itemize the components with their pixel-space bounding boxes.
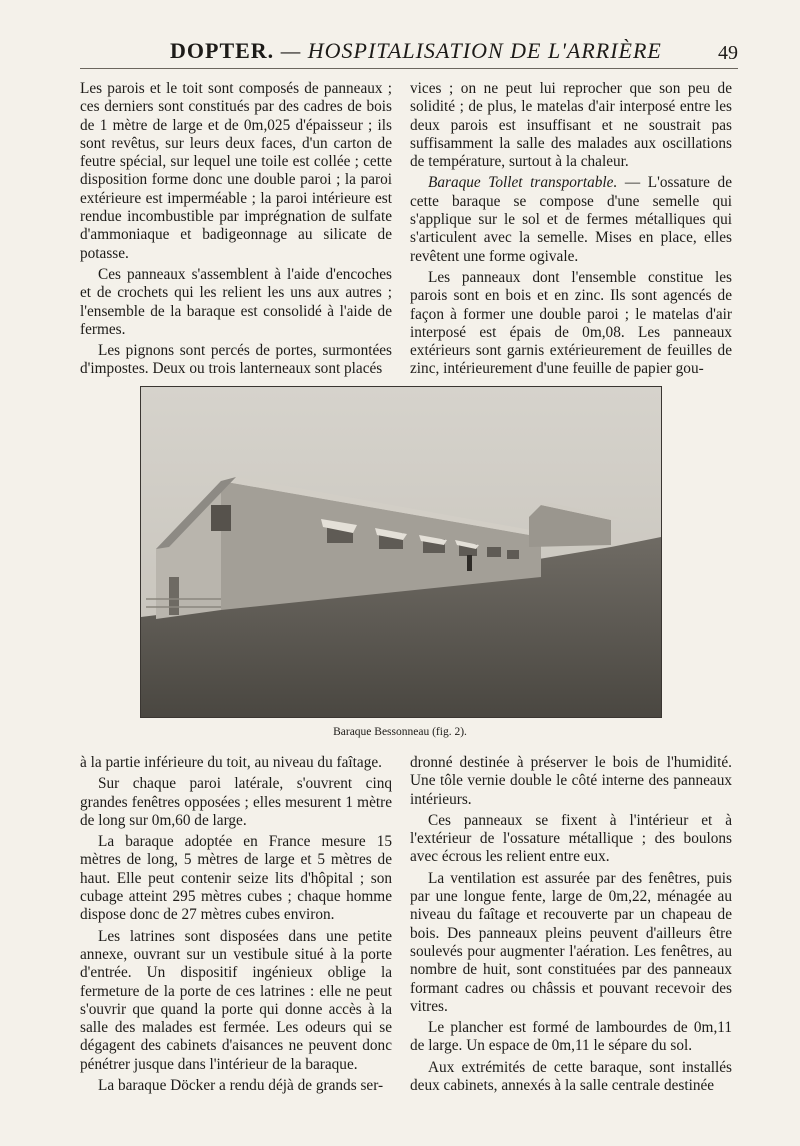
paragraph: Aux extrémités de cette baraque, sont installés deux cabinets, annexés à la salle centrale destinée bbox=[410, 1058, 732, 1095]
paragraph: dronné destinée à préserver le bois de l'humidité. Une tôle vernie double le côté interne des panneaux intérieurs. bbox=[410, 754, 732, 808]
paragraph: Les parois et le toit sont composés de panneaux ; ces derniers sont constitués par des cadres de bois de 1 mètre de large et de 0m,025 d'épaisseur ; ils sont revêtus, sur leurs deux faces, d'un carton de feutre spécial, sur lequel une toile est collée ; cette disposition forme donc une double paroi ; la paroi extérieure est imperméable ; la paroi intérieure est rendue incombustible par imprégnation de sulfate d'ammoniaque et badigeonnage au silicate de potasse. bbox=[80, 80, 392, 262]
page-number: 49 bbox=[718, 42, 738, 64]
figure-caption: Baraque Bessonneau (fig. 2). bbox=[333, 726, 467, 738]
photo-illustration bbox=[141, 387, 661, 717]
paragraph: vices ; on ne peut lui reprocher que son peu de solidité ; de plus, le matelas d'air interposé entre les deux parois est insuffisant et ne soustrait pas suffisamment la salle des malades aux oscillations de température, surtout à la chaleur. bbox=[410, 80, 732, 171]
running-header bbox=[80, 36, 738, 69]
column-bottom-right bbox=[410, 754, 732, 1098]
paragraph: Ces panneaux se fixent à l'intérieur et à l'extérieur de l'ossature métallique ; des boulons avec écrous les relient entre eux. bbox=[410, 811, 732, 866]
column-top-right bbox=[410, 80, 732, 382]
column-top-left bbox=[80, 80, 392, 382]
section-heading-italic: Baraque Tollet transportable. bbox=[428, 174, 618, 192]
header-title bbox=[170, 38, 662, 64]
paragraph bbox=[410, 174, 732, 265]
paragraph: à la partie inférieure du toit, au niveau du faîtage. bbox=[80, 754, 382, 771]
paragraph: La baraque Döcker a rendu déjà de grands ser- bbox=[98, 1077, 384, 1095]
paragraph: Sur chaque paroi latérale, s'ouvrent cinq grandes fenêtres opposées ; elles mesurent 1 mètre de long sur 0m,60 de large. bbox=[80, 775, 392, 829]
barracks-photograph bbox=[140, 386, 662, 718]
header-subject: — HOSPITALISATION DE L'ARRIÈRE bbox=[274, 38, 662, 63]
paragraph: Ces panneaux s'assemblent à l'aide d'encoches et de crochets qui les relient les uns aux autres ; l'ensemble de la baraque est consolidé à l'aide de fermes. bbox=[80, 265, 392, 338]
paragraph: Les latrines sont disposées dans une petite annexe, ouvrant sur un vestibule situé à la porte d'entrée. Un dispositif ingénieux oblige la fermeture de la porte de ces latrines : elle ne peut s'ouvrir que quand la porte qui donne accès à la salle des malades est fermée. Les odeurs qui se dégagent des cabinets d'aisances ne peuvent donc pénétrer jusque dans l'intérieur de la baraque. bbox=[80, 927, 392, 1073]
paragraph: La ventilation est assurée par des fenêtres, puis par une longue fente, large de 0m,22, ménagée au niveau du faîtage et recouverte par un chapeau de bois. Des panneaux pleins peuvent d'ailleurs être soulevés pour augmenter l'aération. Les fenêtres, au nombre de huit, sont constituées par des panneaux formant cadres ou châssis et pouvant recevoir des vitres. bbox=[410, 869, 732, 1015]
paragraph: La baraque adoptée en France mesure 15 mètres de long, 5 mètres de large et 5 mètres de haut. Elle peut contenir seize lits d'hôpital ; son cubage atteint 295 mètres cubes ; chaque homme dispose donc de 27 mètres cubes environ. bbox=[80, 833, 392, 924]
paragraph: Le plancher est formé de lambourdes de 0m,11 de large. Un espace de 0m,11 le sépare du sol. bbox=[410, 1019, 732, 1055]
header-author: DOPTER. bbox=[170, 38, 275, 63]
paragraph-text: — L'ossature de cette baraque se compose d'une semelle qui s'applique sur le sol et de fermes métalliques qui s'articulent avec la semelle. Mises en place, elles revêtent une forme ogivale. bbox=[410, 174, 732, 265]
paragraph: Les pignons sont percés de portes, surmontées d'impostes. Deux ou trois lanterneaux sont placés bbox=[80, 342, 392, 378]
column-bottom-left bbox=[80, 754, 392, 1098]
paragraph: Les panneaux dont l'ensemble constitue les parois sont en bois et en zinc. Ils sont agencés de façon à former une double paroi ; le matelas d'air interposé est épais de 0m,08. Les panneaux extérieurs sont garnis extérieurement de feuilles de zinc, intérieurement d'une feuille de papier gou- bbox=[410, 268, 732, 378]
